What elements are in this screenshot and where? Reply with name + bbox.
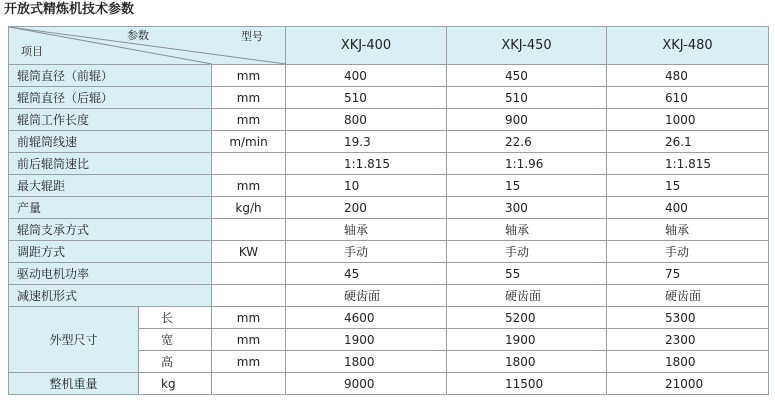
param-name: 辊筒直径（前辊） — [9, 65, 212, 87]
value-cell: 1:1.96 — [447, 153, 607, 175]
spec-row — [9, 153, 769, 175]
value-cell: 300 — [447, 197, 607, 219]
param-name: 驱动电机功率 — [9, 263, 212, 285]
value-cell: 1800 — [447, 351, 607, 373]
value-cell: 400 — [607, 197, 769, 219]
value-cell: 75 — [607, 263, 769, 285]
diagonal-header-cell — [9, 27, 286, 65]
dimension-group-label: 外型尺寸 — [9, 307, 139, 373]
spec-row — [9, 109, 769, 131]
header-row — [9, 27, 769, 65]
value-cell: 510 — [447, 87, 607, 109]
param-unit — [212, 263, 286, 285]
value-cell: 510 — [286, 87, 447, 109]
model-header-2: XKJ-450 — [447, 27, 607, 65]
param-name: 产量 — [9, 197, 212, 219]
weight-unit: kg — [139, 373, 212, 395]
param-unit: mm — [212, 87, 286, 109]
model-header-1: XKJ-400 — [286, 27, 447, 65]
param-name: 辊筒直径（后辊） — [9, 87, 212, 109]
value-cell: 硬齿面 — [286, 285, 447, 307]
spec-row — [9, 285, 769, 307]
spec-row — [9, 219, 769, 241]
value-cell: 5200 — [447, 307, 607, 329]
value-cell: 1000 — [607, 109, 769, 131]
spec-row — [9, 175, 769, 197]
param-unit — [212, 153, 286, 175]
value-cell: 手动 — [447, 241, 607, 263]
value-cell: 手动 — [607, 241, 769, 263]
dimension-unit: mm — [212, 329, 286, 351]
weight-unit-spacer — [212, 373, 286, 395]
item-header-label: 项目 — [21, 45, 43, 58]
param-unit: mm — [212, 65, 286, 87]
spec-row — [9, 197, 769, 219]
value-cell: 轴承 — [607, 219, 769, 241]
param-name: 调距方式 — [9, 241, 212, 263]
value-cell: 480 — [607, 65, 769, 87]
value-cell: 450 — [447, 65, 607, 87]
value-cell: 硬齿面 — [447, 285, 607, 307]
value-cell: 55 — [447, 263, 607, 285]
value-cell: 900 — [447, 109, 607, 131]
param-name: 前后辊筒速比 — [9, 153, 212, 175]
value-cell: 1900 — [286, 329, 447, 351]
spec-row — [9, 65, 769, 87]
param-name: 辊筒支承方式 — [9, 219, 212, 241]
spec-row — [9, 241, 769, 263]
param-unit — [212, 285, 286, 307]
dimension-unit: mm — [212, 307, 286, 329]
value-cell: 5300 — [607, 307, 769, 329]
value-cell: 10 — [286, 175, 447, 197]
spec-row — [9, 131, 769, 153]
param-name: 最大辊距 — [9, 175, 212, 197]
value-cell: 9000 — [286, 373, 447, 395]
value-cell: 硬齿面 — [607, 285, 769, 307]
value-cell: 1800 — [607, 351, 769, 373]
spec-table — [8, 26, 769, 395]
value-cell: 1:1.815 — [607, 153, 769, 175]
page-title: 开放式精炼机技术参数 — [4, 2, 135, 17]
weight-label: 整机重量 — [9, 373, 139, 395]
dimension-sub-label: 高 — [139, 351, 212, 373]
dimension-sub-label: 长 — [139, 307, 212, 329]
value-cell: 15 — [607, 175, 769, 197]
spec-row — [9, 263, 769, 285]
value-cell: 1:1.815 — [286, 153, 447, 175]
value-cell: 11500 — [447, 373, 607, 395]
value-cell: 200 — [286, 197, 447, 219]
value-cell: 26.1 — [607, 131, 769, 153]
value-cell: 19.3 — [286, 131, 447, 153]
dimension-unit: mm — [212, 351, 286, 373]
value-cell: 800 — [286, 109, 447, 131]
param-unit: m/min — [212, 131, 286, 153]
param-unit: kg/h — [212, 197, 286, 219]
value-cell: 400 — [286, 65, 447, 87]
value-cell: 22.6 — [447, 131, 607, 153]
value-cell: 4600 — [286, 307, 447, 329]
model-header-3: XKJ-480 — [607, 27, 769, 65]
value-cell: 轴承 — [286, 219, 447, 241]
dimension-sub-label: 宽 — [139, 329, 212, 351]
dimension-row-length — [9, 307, 769, 329]
param-name: 前辊筒线速 — [9, 131, 212, 153]
value-cell: 15 — [447, 175, 607, 197]
param-header-label: 参数 — [127, 29, 149, 42]
param-unit — [212, 219, 286, 241]
value-cell: 2300 — [607, 329, 769, 351]
value-cell: 610 — [607, 87, 769, 109]
value-cell: 1800 — [286, 351, 447, 373]
param-unit: mm — [212, 109, 286, 131]
spec-row — [9, 87, 769, 109]
param-unit: KW — [212, 241, 286, 263]
param-name: 减速机形式 — [9, 285, 212, 307]
model-header-label: 型号 — [241, 30, 263, 43]
value-cell: 轴承 — [447, 219, 607, 241]
param-name: 辊筒工作长度 — [9, 109, 212, 131]
value-cell: 21000 — [607, 373, 769, 395]
value-cell: 手动 — [286, 241, 447, 263]
param-unit: mm — [212, 175, 286, 197]
value-cell: 45 — [286, 263, 447, 285]
value-cell: 1900 — [447, 329, 607, 351]
weight-row — [9, 373, 769, 395]
